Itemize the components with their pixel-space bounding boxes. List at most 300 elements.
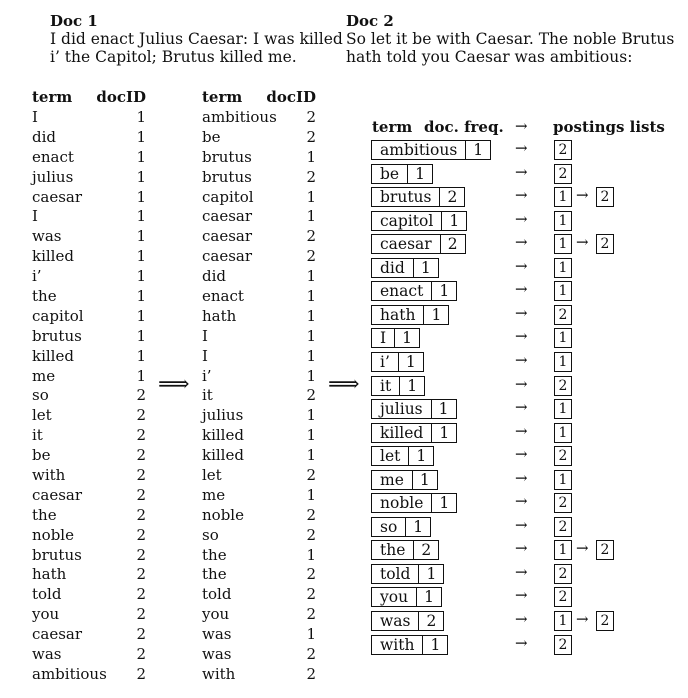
dictionary-entry [371, 564, 444, 584]
pointer-arrow: → [515, 515, 528, 534]
table2-row [202, 108, 316, 128]
table1-docid: 2 [136, 585, 146, 604]
dictionary-term: it [380, 376, 392, 395]
table2-docid: 2 [306, 127, 316, 146]
table2-row [202, 526, 316, 546]
table1-term: noble [32, 525, 74, 544]
dictionary-term: did [380, 258, 405, 277]
table2-docid: 1 [306, 187, 316, 206]
table2-term: the [202, 565, 227, 584]
doc2-line-2: hath told you Caesar was ambitious: [346, 48, 633, 66]
doc-frequency: 1 [412, 471, 437, 489]
posting-docid: 1 [554, 470, 572, 490]
doc-frequency: 1 [407, 165, 432, 183]
posting-docid: 2 [554, 493, 572, 513]
dictionary-entry [371, 305, 449, 325]
table2-row [202, 188, 316, 208]
table1-row [32, 645, 146, 665]
postings-row-hath [371, 305, 687, 325]
dictionary-term: noble [380, 494, 424, 513]
dictionary-entry [371, 211, 467, 231]
postings-lists [371, 140, 687, 660]
doc-frequency: 1 [431, 400, 456, 418]
table2-docid: 2 [306, 565, 316, 584]
table1-header-term: term [32, 88, 73, 106]
table1-row [32, 565, 146, 585]
table2-term: ambitious [202, 108, 277, 126]
table1-term: julius [32, 167, 74, 186]
posting-docid: 2 [596, 540, 614, 560]
doc-frequency: 1 [431, 424, 456, 442]
posting-docid: 1 [554, 540, 572, 560]
table2-term: julius [202, 406, 244, 425]
dictionary-term: be [380, 164, 400, 183]
table1-row [32, 267, 146, 287]
doc-frequency: 1 [416, 588, 441, 606]
dictionary-entry [371, 187, 465, 207]
doc2-block [346, 12, 674, 66]
pointer-arrow: → [515, 303, 528, 322]
table2-term: caesar [202, 247, 253, 266]
table2-term: was [202, 645, 232, 664]
table1-term: caesar [32, 625, 83, 644]
dictionary-entry [371, 611, 444, 631]
table2-term: killed [202, 426, 244, 445]
table1-term: hath [32, 565, 67, 584]
table2-term: noble [202, 505, 244, 524]
pointer-arrow: → [515, 539, 528, 558]
pointer-arrow: → [515, 374, 528, 393]
table1-row [32, 386, 146, 406]
dictionary-term: told [380, 564, 411, 583]
table1-docid: 2 [136, 605, 146, 624]
table1-term: ambitious [32, 664, 107, 683]
doc-frequency: 1 [422, 636, 447, 654]
pointer-arrow: → [515, 398, 528, 417]
table2-term: enact [202, 287, 244, 306]
table2-docid: 1 [306, 426, 316, 445]
table2-docid: 1 [306, 346, 316, 365]
table2-row [202, 148, 316, 168]
table1-docid: 2 [136, 645, 146, 664]
postings-row-capitol [371, 211, 687, 231]
table2-row [202, 565, 316, 585]
table2-docid: 2 [306, 645, 316, 664]
postings-header-lists: postings lists [553, 118, 665, 136]
table2-docid: 2 [306, 386, 316, 405]
doc-frequency: 1 [418, 565, 443, 583]
dictionary-term: was [380, 612, 411, 630]
table1-docid: 1 [136, 267, 146, 286]
table1-term: with [32, 466, 66, 485]
table2-row [202, 446, 316, 466]
dictionary-term: brutus [380, 188, 432, 207]
table1-term: was [32, 645, 62, 664]
term-docid-table-unsorted [32, 88, 146, 685]
dictionary-entry [371, 258, 439, 278]
dictionary-term: enact [380, 282, 424, 301]
dictionary-entry [371, 140, 491, 160]
dictionary-term: caesar [380, 235, 432, 254]
table1-term: so [32, 386, 49, 405]
posting-link-arrow: → [576, 539, 589, 558]
doc1-line-2: i’ the Capitol; Brutus killed me. [50, 48, 297, 66]
table2-row [202, 665, 316, 685]
table2-row [202, 267, 316, 287]
postings-row-did [371, 258, 687, 278]
table1-row [32, 327, 146, 347]
table2-docid: 1 [306, 287, 316, 306]
dictionary-entry [371, 399, 457, 419]
postings-row-the [371, 540, 687, 560]
table1-docid: 1 [136, 187, 146, 206]
table1-row [32, 665, 146, 685]
postings-row-caesar [371, 234, 687, 254]
table2-term: did [202, 267, 227, 286]
table2-header-docid: docID [266, 88, 316, 106]
transform-arrow-2: ⟹ [328, 372, 360, 397]
table1-row [32, 287, 146, 307]
posting-docid: 2 [596, 611, 614, 631]
postings-header-arrow: → [515, 117, 528, 135]
postings-row-killed [371, 423, 687, 443]
table2-term: capitol [202, 187, 254, 206]
table1-row [32, 347, 146, 367]
dictionary-term: I [380, 329, 387, 348]
table1-term: I [32, 108, 38, 126]
posting-docid: 2 [554, 517, 572, 537]
table1-term: caesar [32, 187, 83, 206]
pointer-arrow: → [515, 139, 528, 157]
pointer-arrow: → [515, 562, 528, 581]
dictionary-entry [371, 352, 424, 372]
posting-docid: 2 [596, 187, 614, 207]
table1-docid: 2 [136, 525, 146, 544]
table1-row [32, 585, 146, 605]
table1-row [32, 108, 146, 128]
table1-docid: 2 [136, 505, 146, 524]
pointer-arrow: → [515, 468, 528, 487]
table2-docid: 2 [306, 505, 316, 524]
table2-term: you [202, 605, 230, 624]
table2-row [202, 546, 316, 566]
table1-term: let [32, 406, 52, 425]
table2-docid: 2 [306, 227, 316, 246]
postings-row-you [371, 587, 687, 607]
dictionary-term: capitol [380, 211, 434, 230]
table1-docid: 1 [136, 326, 146, 345]
table1-term: enact [32, 147, 74, 166]
table2-row [202, 347, 316, 367]
table2-docid: 2 [306, 108, 316, 126]
table1-term: killed [32, 247, 74, 266]
table2-term: with [202, 664, 236, 683]
postings-row-be [371, 164, 687, 184]
posting-docid: 2 [554, 376, 572, 396]
table1-row [32, 227, 146, 247]
table1-docid: 2 [136, 466, 146, 485]
postings-row-ambitious [371, 140, 687, 160]
table2-term: let [202, 466, 222, 485]
table2-row [202, 128, 316, 148]
table2-docid: 2 [306, 167, 316, 186]
transform-arrow-1: ⟹ [158, 372, 190, 397]
postings-header-docfreq: doc. freq. [424, 118, 504, 136]
posting-docid: 2 [596, 234, 614, 254]
table2-header [202, 88, 316, 108]
pointer-arrow: → [515, 233, 528, 252]
table1-row [32, 247, 146, 267]
table1-docid: 1 [136, 127, 146, 146]
posting-docid: 2 [554, 140, 572, 160]
doc-frequency: 1 [398, 353, 423, 371]
table2-row [202, 605, 316, 625]
table1-docid: 1 [136, 147, 146, 166]
doc-frequency: 2 [413, 541, 438, 559]
table1-term: the [32, 287, 57, 306]
posting-docid: 1 [554, 187, 572, 207]
table1-row [32, 486, 146, 506]
table2-row [202, 247, 316, 267]
doc-frequency: 1 [441, 212, 466, 230]
posting-link-arrow: → [576, 186, 589, 205]
table2-row [202, 585, 316, 605]
table2-term: caesar [202, 227, 253, 246]
postings-row-with [371, 635, 687, 655]
table1-row [32, 506, 146, 526]
table1-docid: 2 [136, 446, 146, 465]
pointer-arrow: → [515, 492, 528, 511]
posting-docid: 1 [554, 281, 572, 301]
dictionary-entry [371, 376, 425, 396]
doc-frequency: 1 [405, 518, 430, 536]
postings-row-let [371, 446, 687, 466]
dictionary-entry [371, 281, 457, 301]
doc-frequency: 2 [440, 235, 465, 253]
term-docid-table-sorted [202, 88, 316, 685]
dictionary-term: you [380, 588, 409, 607]
posting-docid: 2 [554, 305, 572, 325]
dictionary-entry [371, 587, 442, 607]
table1-term: was [32, 227, 62, 246]
postings-row-so [371, 517, 687, 537]
doc-frequency: 1 [399, 377, 424, 395]
pointer-arrow: → [515, 610, 528, 628]
table2-docid: 1 [306, 625, 316, 644]
dictionary-entry [371, 423, 457, 443]
doc-frequency: 2 [439, 188, 464, 206]
table2-row [202, 168, 316, 188]
posting-link-arrow: → [576, 233, 589, 252]
posting-docid: 1 [554, 211, 572, 231]
table1-docid: 1 [136, 306, 146, 325]
table2-term: the [202, 545, 227, 564]
posting-docid: 1 [554, 328, 572, 348]
doc-frequency: 1 [465, 141, 490, 159]
table2-docid: 1 [306, 207, 316, 226]
doc-frequency: 1 [423, 306, 448, 324]
postings-row-noble [371, 493, 687, 513]
dictionary-term: me [380, 470, 404, 489]
table2-term: so [202, 525, 219, 544]
table1-docid: 1 [136, 366, 146, 385]
table2-term: caesar [202, 207, 253, 226]
postings-row-me [371, 470, 687, 490]
table1-term: brutus [32, 545, 82, 564]
table1-row [32, 188, 146, 208]
pointer-arrow: → [515, 327, 528, 346]
table2-docid: 1 [306, 326, 316, 345]
pointer-arrow: → [515, 350, 528, 369]
table1-row [32, 207, 146, 227]
table1-row [32, 148, 146, 168]
table2-term: killed [202, 446, 244, 465]
table2-docid: 2 [306, 605, 316, 624]
dictionary-entry [371, 517, 431, 537]
table1-term: killed [32, 346, 74, 365]
table1-row [32, 426, 146, 446]
postings-row-i [371, 328, 687, 348]
table1-row [32, 367, 146, 387]
table1-docid: 2 [136, 485, 146, 504]
table2-term: be [202, 127, 221, 146]
table2-term: brutus [202, 147, 252, 166]
pointer-arrow: → [515, 445, 528, 464]
doc1-line-1: I did enact Julius Caesar: I was killed [50, 30, 343, 48]
postings-row-julius [371, 399, 687, 419]
doc2-line-1: So let it be with Caesar. The noble Brutus [346, 30, 675, 48]
table1-docid: 2 [136, 426, 146, 445]
pointer-arrow: → [515, 209, 528, 228]
table2-docid: 1 [306, 545, 316, 564]
pointer-arrow: → [515, 256, 528, 275]
table1-row [32, 466, 146, 486]
doc-frequency: 1 [431, 282, 456, 300]
table2-row [202, 207, 316, 227]
table1-term: told [32, 585, 62, 604]
table1-docid: 2 [136, 664, 146, 683]
table2-term: I [202, 346, 208, 365]
table2-term: told [202, 585, 232, 604]
dictionary-term: ambitious [380, 141, 458, 159]
table1-term: I [32, 207, 38, 226]
table2-row [202, 625, 316, 645]
dictionary-term: the [380, 541, 406, 560]
table1-header [32, 88, 146, 108]
table1-row [32, 546, 146, 566]
table2-docid: 1 [306, 306, 316, 325]
postings-row-was [371, 611, 687, 631]
table2-row [202, 486, 316, 506]
table2-docid: 1 [306, 485, 316, 504]
doc-frequency: 1 [394, 329, 419, 347]
table2-docid: 2 [306, 247, 316, 266]
table2-row [202, 506, 316, 526]
doc-frequency: 2 [418, 612, 443, 630]
pointer-arrow: → [515, 633, 528, 652]
doc1-block [50, 12, 343, 66]
dictionary-term: julius [380, 400, 423, 419]
table1-term: did [32, 127, 57, 146]
postings-row-brutus [371, 187, 687, 207]
table2-row [202, 367, 316, 387]
dictionary-entry [371, 446, 434, 466]
doc-frequency: 1 [408, 447, 433, 465]
dictionary-entry [371, 164, 433, 184]
doc2-title: Doc 2 [346, 12, 394, 30]
posting-docid: 1 [554, 399, 572, 419]
doc-frequency: 1 [431, 494, 456, 512]
dictionary-entry [371, 328, 420, 348]
table2-header-term: term [202, 88, 243, 106]
dictionary-term: i’ [380, 352, 390, 371]
table2-row [202, 386, 316, 406]
posting-link-arrow: → [576, 610, 589, 628]
table2-docid: 2 [306, 466, 316, 485]
posting-docid: 1 [554, 611, 572, 631]
posting-docid: 1 [554, 234, 572, 254]
posting-docid: 1 [554, 258, 572, 278]
table1-docid: 1 [136, 207, 146, 226]
table2-term: hath [202, 306, 237, 325]
table1-docid: 1 [136, 227, 146, 246]
postings-row-enact [371, 281, 687, 301]
table2-docid: 1 [306, 446, 316, 465]
table1-docid: 2 [136, 545, 146, 564]
table1-docid: 2 [136, 565, 146, 584]
table2-term: it [202, 386, 213, 405]
table2-term: i’ [202, 366, 212, 385]
table1-row [32, 168, 146, 188]
postings-row-it [371, 376, 687, 396]
posting-docid: 2 [554, 164, 572, 184]
dictionary-term: let [380, 447, 401, 466]
table1-docid: 2 [136, 406, 146, 425]
pointer-arrow: → [515, 280, 528, 299]
doc-frequency: 1 [413, 259, 438, 277]
table2-docid: 2 [306, 585, 316, 604]
table1-row [32, 128, 146, 148]
pointer-arrow: → [515, 586, 528, 605]
table1-row [32, 406, 146, 426]
pointer-arrow: → [515, 421, 528, 440]
dictionary-term: so [380, 517, 398, 536]
posting-docid: 1 [554, 423, 572, 443]
postings-row-i-apos [371, 352, 687, 372]
dictionary-entry [371, 635, 448, 655]
postings-row-told [371, 564, 687, 584]
table1-row [32, 526, 146, 546]
posting-docid: 2 [554, 446, 572, 466]
postings-header-term: term [372, 118, 413, 136]
table1-docid: 2 [136, 625, 146, 644]
doc1-title: Doc 1 [50, 12, 98, 30]
table1-term: the [32, 505, 57, 524]
table1-term: you [32, 605, 60, 624]
table1-docid: 1 [136, 167, 146, 186]
table1-header-docid: docID [96, 88, 146, 106]
table1-term: caesar [32, 485, 83, 504]
table1-term: it [32, 426, 43, 445]
dictionary-term: with [380, 635, 415, 654]
posting-docid: 1 [554, 352, 572, 372]
table1-term: i’ [32, 267, 42, 286]
table2-docid: 2 [306, 664, 316, 683]
table1-docid: 1 [136, 108, 146, 126]
table1-docid: 1 [136, 346, 146, 365]
table2-row [202, 307, 316, 327]
table2-row [202, 287, 316, 307]
